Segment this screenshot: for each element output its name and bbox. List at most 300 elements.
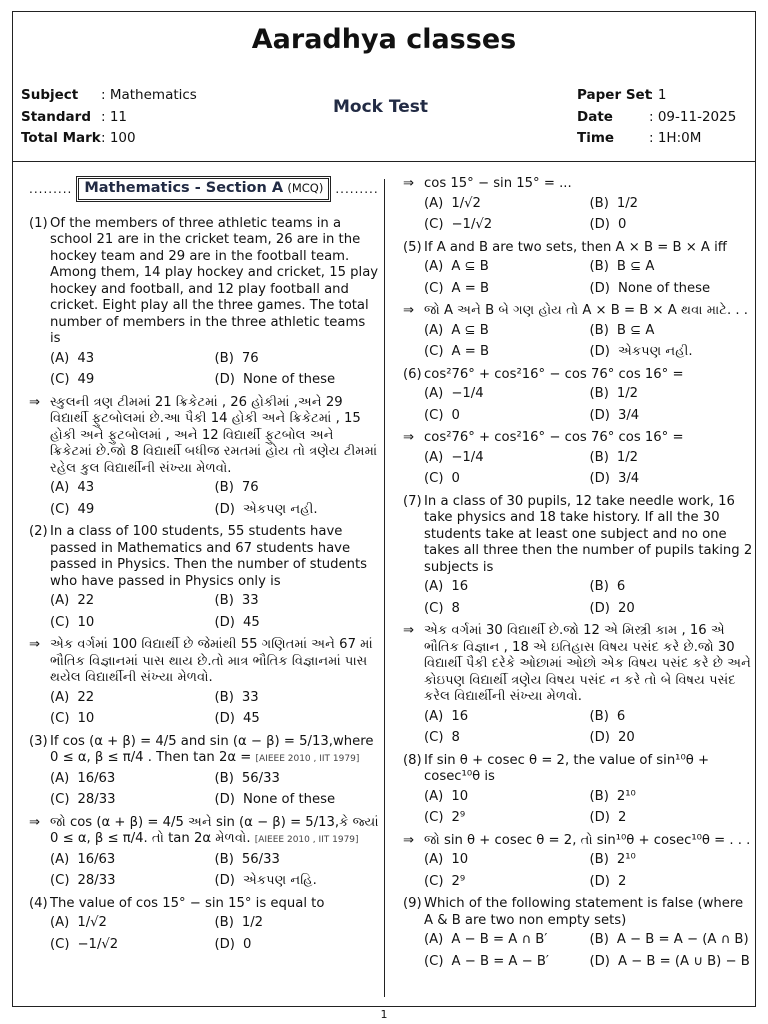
option-label: (D)	[589, 407, 610, 423]
meta-right	[577, 85, 736, 150]
option-value: 1/2	[616, 195, 639, 211]
options-grid	[403, 323, 755, 361]
option-value: 2⁹	[451, 810, 466, 825]
option-label: (B)	[214, 480, 234, 495]
question-body: જો A અને B બે ગણ હોય તો A × B = B × A થવા માટે. . .	[424, 303, 748, 318]
option-d[interactable]	[590, 471, 756, 488]
options-grid	[403, 450, 755, 488]
option-label: (D)	[214, 792, 235, 807]
option-value: 43	[77, 480, 95, 495]
option-value: 1/2	[616, 386, 639, 401]
question-number: (7)	[403, 493, 422, 509]
option-value: 2	[617, 810, 627, 825]
option-value: 28/33	[77, 873, 116, 888]
option-b[interactable]	[215, 915, 380, 932]
option-value: 10	[451, 788, 469, 804]
option-label: (C)	[424, 810, 444, 825]
option-label: (C)	[424, 280, 444, 296]
question-stem	[403, 896, 755, 929]
option-value: 45	[242, 711, 260, 726]
option-c[interactable]	[424, 954, 590, 971]
question-body: If A and B are two sets, then A × B = B × A iff	[424, 239, 727, 255]
column-divider	[384, 179, 385, 997]
option-label: (C)	[50, 614, 70, 630]
option-label: (C)	[50, 936, 70, 952]
meta-total-mark: Total Mark : 100	[21, 130, 136, 146]
option-label: (A)	[50, 480, 70, 495]
option-a[interactable]	[424, 386, 590, 403]
option-value: −1/√2	[77, 936, 119, 952]
option-label: (B)	[214, 689, 234, 705]
option-label: (B)	[589, 852, 609, 867]
left-column	[29, 176, 379, 959]
question-number: (6)	[403, 366, 422, 382]
question-stem	[29, 815, 379, 849]
section-header: ......... Mathematics - Section A (MCQ) .........	[29, 176, 379, 202]
question-text	[424, 430, 755, 447]
gujarati-question	[29, 815, 379, 890]
option-c[interactable]	[424, 281, 590, 298]
option-value: A − B = A − (A ∩ B)	[616, 932, 749, 947]
options-grid	[403, 709, 755, 747]
option-a[interactable]	[424, 852, 590, 869]
option-value: 20	[617, 600, 635, 616]
option-b[interactable]	[215, 690, 380, 707]
option-c[interactable]	[424, 344, 590, 361]
question-number: (2)	[29, 524, 48, 539]
option-label: (A)	[50, 770, 70, 786]
option-value: 8	[451, 600, 460, 616]
option-value: 3/4	[617, 407, 640, 423]
option-label: (C)	[424, 873, 444, 889]
option-value: None of these	[617, 280, 711, 296]
option-d[interactable]	[215, 502, 380, 519]
meta-standard: Standard : 11	[21, 108, 128, 125]
option-d[interactable]	[590, 730, 756, 747]
option-d[interactable]	[590, 281, 756, 298]
option-label: (B)	[589, 259, 609, 274]
question-stem	[29, 524, 379, 590]
option-value: 22	[77, 689, 95, 705]
question-number: (3)	[29, 733, 48, 749]
question-text	[50, 395, 379, 478]
option-b[interactable]	[215, 351, 380, 368]
option-c[interactable]	[424, 408, 590, 425]
option-b[interactable]	[215, 593, 380, 610]
option-d[interactable]	[590, 874, 756, 891]
question-text	[424, 833, 755, 850]
option-label: (D)	[589, 280, 610, 296]
option-label: (B)	[214, 915, 234, 930]
option-b[interactable]	[590, 852, 756, 869]
header-divider	[13, 161, 755, 162]
option-b[interactable]	[590, 932, 756, 949]
question-text	[50, 216, 379, 348]
option-value: 76	[241, 350, 259, 366]
option-b[interactable]	[590, 259, 756, 276]
option-value: 33	[241, 593, 259, 608]
option-b[interactable]	[215, 852, 380, 869]
option-c[interactable]	[424, 810, 590, 827]
option-value: A − B = A − B′	[451, 953, 549, 969]
options-grid	[403, 386, 755, 424]
question-stem	[29, 896, 379, 913]
option-value: 56/33	[241, 770, 280, 786]
option-a[interactable]	[50, 771, 215, 788]
option-value: 8	[451, 730, 460, 745]
option-value: 1/2	[616, 449, 639, 465]
gujarati-question	[29, 395, 379, 519]
option-value: A − B = A ∩ B′	[451, 932, 548, 947]
option-value: 2⁹	[451, 873, 466, 889]
option-label: (A)	[424, 932, 444, 947]
option-value: 0	[242, 936, 252, 952]
option-a[interactable]	[50, 852, 215, 869]
option-b[interactable]	[590, 323, 756, 340]
page-number: 1	[380, 1008, 388, 1021]
question-body: cos²76° + cos²16° − cos 76° cos 16° =	[424, 430, 684, 445]
gujarati-question	[403, 833, 755, 891]
question-number: (8)	[403, 752, 422, 768]
question-stem	[29, 637, 379, 687]
gujarati-question	[403, 430, 755, 488]
options-grid	[29, 690, 379, 728]
options-grid	[403, 579, 755, 617]
option-label: (A)	[50, 851, 70, 867]
option-value: 10	[451, 852, 469, 867]
section-title-box: Mathematics - Section A (MCQ)	[76, 176, 331, 202]
option-c[interactable]	[50, 711, 215, 728]
question-stem	[403, 176, 755, 193]
option-d[interactable]	[590, 601, 756, 618]
option-c[interactable]	[424, 471, 590, 488]
option-a[interactable]	[424, 789, 590, 806]
option-c[interactable]	[424, 730, 590, 747]
arrow-icon: ⇒	[403, 623, 415, 638]
option-d[interactable]	[215, 615, 380, 632]
options-grid	[403, 259, 755, 297]
arrow-icon: ⇒	[403, 430, 415, 445]
question-stem	[403, 623, 755, 706]
option-label: (C)	[424, 344, 444, 359]
option-label: (B)	[214, 593, 234, 608]
option-value: 49	[77, 372, 95, 387]
question-number: (4)	[29, 895, 48, 911]
question-body: જો cos (α + β) = 4/5 અને sin (α − β) = 5/13,કે જ્યાં 0 ≤ α, β ≤ π/4. તો tan 2α મેળવો.	[50, 814, 379, 846]
question-text	[50, 637, 379, 687]
question-text	[50, 896, 379, 913]
meta-paper-set: Paper Set : 1	[577, 87, 667, 103]
option-value: None of these	[242, 372, 336, 387]
option-value: 16/63	[77, 851, 116, 867]
option-a[interactable]	[424, 709, 590, 726]
meta-date: Date : 09-11-2025	[577, 108, 737, 125]
option-label: (A)	[424, 788, 444, 804]
option-label: (D)	[589, 810, 610, 825]
option-value: 20	[617, 730, 635, 745]
option-b[interactable]	[215, 480, 380, 497]
option-value: 45	[242, 614, 260, 630]
option-label: (D)	[214, 614, 235, 630]
option-d[interactable]	[215, 372, 380, 389]
option-label: (B)	[589, 788, 609, 804]
option-value: 2	[617, 873, 627, 889]
options-grid	[403, 852, 755, 890]
option-label: (B)	[214, 350, 234, 366]
question-stem	[403, 430, 755, 447]
option-value: −1/4	[451, 449, 484, 465]
question	[403, 240, 755, 298]
option-label: (B)	[589, 932, 609, 947]
question-text	[424, 494, 755, 577]
option-value: −1/4	[451, 386, 484, 401]
question-body: If cos (α + β) = 4/5 and sin (α − β) = 5/13,where 0 ≤ α, β ≤ π/4 . Then tan 2α =	[50, 733, 374, 765]
option-value: A = B	[451, 344, 490, 359]
option-label: (C)	[50, 372, 70, 387]
option-value: 10	[77, 614, 95, 630]
option-value: 1/2	[241, 915, 264, 930]
option-label: (D)	[214, 372, 235, 387]
option-a[interactable]	[424, 450, 590, 467]
option-a[interactable]	[50, 690, 215, 707]
gujarati-question	[403, 176, 755, 234]
option-value: B ⊆ A	[616, 322, 655, 338]
option-label: (B)	[589, 195, 609, 211]
option-c[interactable]	[50, 615, 215, 632]
option-value: 2¹⁰	[616, 788, 636, 804]
option-value: A ⊆ B	[451, 322, 489, 338]
option-c[interactable]	[424, 874, 590, 891]
option-value: 10	[77, 711, 95, 726]
institute-title: Aaradhya classes	[251, 24, 517, 55]
option-b[interactable]	[590, 709, 756, 726]
option-d[interactable]	[590, 408, 756, 425]
question-text	[424, 303, 755, 320]
question-body: cos 15° − sin 15° = ...	[424, 176, 572, 191]
option-a[interactable]	[424, 323, 590, 340]
option-label: (B)	[589, 579, 609, 594]
option-label: (A)	[424, 708, 444, 724]
question-stem	[403, 240, 755, 257]
option-label: (B)	[589, 386, 609, 401]
question-stem	[29, 734, 379, 768]
option-a[interactable]	[50, 351, 215, 368]
option-value: 56/33	[241, 851, 280, 867]
question-stem	[403, 494, 755, 577]
option-label: (D)	[589, 217, 610, 232]
question-body: જો sin θ + cosec θ = 2, તો sin¹⁰θ + cosec¹⁰θ = . . .	[424, 832, 751, 848]
question-text	[424, 176, 755, 193]
option-label: (C)	[424, 730, 444, 745]
option-label: (D)	[589, 600, 610, 616]
option-value: 1/√2	[77, 915, 107, 930]
arrow-icon: ⇒	[403, 176, 415, 191]
right-column	[403, 176, 755, 976]
question-text	[50, 815, 379, 849]
option-label: (D)	[589, 873, 610, 889]
option-label: (C)	[50, 792, 70, 807]
arrow-icon: ⇒	[29, 814, 41, 830]
option-c[interactable]	[424, 217, 590, 234]
question-text	[424, 896, 755, 929]
option-value: એકપણ નહી.	[617, 344, 693, 359]
option-value: 49	[77, 501, 95, 517]
option-label: (B)	[589, 322, 609, 338]
question-body: એક વર્ગમાં 30 વિદ્યાર્થી છે.જો 12 એ મિસ્ત્રી કામ , 16 એ ભૌતિક વિજ્ઞાન , 18 એ ઇતિહાસ વિષય પસંદ કરે છે.જો 30 વિદ્યાર્થી પૈકી દરેકે ઓછામાં ઓછો એક વિષય પસંદ કરે છે અને કોઇપણ વિદ્યાર્થી ત્રણેય વિષય પસંદ ન કરે તો બે વિષય પસંદ કરેલ વિદ્યાર્થીની સંખ્યા મેળવો.	[424, 623, 751, 704]
option-value: 28/33	[77, 792, 116, 807]
option-label: (D)	[589, 730, 610, 745]
option-d[interactable]	[590, 217, 756, 234]
question	[403, 753, 755, 827]
option-d[interactable]	[215, 711, 380, 728]
option-value: એકપણ નહી.	[242, 501, 318, 517]
option-value: 6	[616, 708, 626, 724]
option-b[interactable]	[590, 579, 756, 596]
option-value: −1/√2	[451, 217, 493, 232]
option-c[interactable]	[50, 937, 215, 954]
option-label: (C)	[424, 953, 444, 969]
option-d[interactable]	[215, 937, 380, 954]
options-grid	[29, 771, 379, 809]
option-label: (A)	[424, 852, 444, 867]
options-grid	[29, 593, 379, 631]
option-a[interactable]	[50, 480, 215, 497]
option-d[interactable]	[215, 792, 380, 809]
gujarati-question	[403, 303, 755, 361]
question-body: એક વર્ગમાં 100 વિદ્યાર્થી છે જેમાંથી 55 ગણિતમાં અને 67 માં ભૌતિક વિજ્ઞાનમાં પાસ થાય છે.તો માત્ર ભૌતિક વિજ્ઞાનમાં પાસ થયેલ વિદ્યાર્થીની સંખ્યા મેળવો.	[50, 637, 373, 685]
arrow-icon: ⇒	[29, 394, 41, 410]
question-number: (1)	[29, 215, 48, 231]
question-body: In a class of 30 pupils, 12 take needle work, 16 take physics and 18 take history. If all the 30 students take at least one subject and no one takes all three then the number of pupils taking 2 subjects is	[424, 493, 753, 575]
question-body: સ્કુલની ત્રણ ટીમમાં 21 ક્રિકેટમાં , 26 હોકીમાં ,અને 29 વિદ્યાર્થી ફુટબોલમાં છે.આ પૈકી 14 હોકી અને ક્રિકેટમાં , 15 હોકી અને ફુટબોલમાં , અને 12 વિદ્યાર્થી ફુટબોલ અને ક્રિકેટમાં છે.જો 8 વિદ્યાર્થી બધીજ રમતમાં હોય તો ત્રણેય ટીમમાં રહેલ કુલ વિદ્યાર્થીની સંખ્યા મેળવો.	[50, 394, 378, 476]
option-value: A = B	[451, 280, 490, 296]
gujarati-question	[29, 637, 379, 728]
option-label: (A)	[424, 449, 444, 465]
options-grid	[29, 915, 379, 953]
option-label: (D)	[589, 344, 610, 359]
question-text	[50, 524, 379, 590]
option-label: (A)	[424, 195, 444, 211]
option-value: 3/4	[617, 471, 640, 486]
arrow-icon: ⇒	[403, 303, 415, 318]
option-label: (C)	[424, 600, 444, 616]
option-value: 16	[451, 579, 469, 594]
option-label: (B)	[589, 449, 609, 465]
option-label: (A)	[424, 259, 444, 274]
option-label: (B)	[589, 708, 609, 724]
option-value: 2¹⁰	[616, 852, 636, 867]
option-value: 16/63	[77, 770, 116, 786]
option-label: (C)	[424, 407, 444, 423]
options-grid	[403, 789, 755, 827]
option-label: (A)	[50, 915, 70, 930]
option-d[interactable]	[590, 344, 756, 361]
option-label: (D)	[214, 711, 235, 726]
option-label: (C)	[50, 501, 70, 517]
option-c[interactable]	[424, 601, 590, 618]
option-label: (A)	[424, 322, 444, 338]
option-b[interactable]	[590, 789, 756, 806]
option-value: 33	[241, 689, 259, 705]
option-value: 6	[616, 579, 626, 594]
option-d[interactable]	[215, 873, 380, 890]
option-label: (A)	[424, 386, 444, 401]
exam-reference: [AIEEE 2010 , IIT 1979]	[255, 754, 360, 764]
option-d[interactable]	[590, 954, 756, 971]
option-b[interactable]	[590, 196, 756, 213]
question-body: cos²76° + cos²16° − cos 76° cos 16° =	[424, 366, 684, 382]
question-stem	[29, 216, 379, 348]
arrow-icon: ⇒	[29, 637, 41, 652]
question-number: (9)	[403, 896, 422, 911]
question-body: Of the members of three athletic teams in a school 21 are in the cricket team, 26 are in the hockey team and 29 are in the football team. Among them, 14 play hockey and cricket, 15 play hockey and football, and 12 play football and cricket. Eight play all the three games. The total number of members in the three athletic teams is	[50, 215, 379, 346]
option-value: 16	[451, 708, 469, 724]
question	[29, 734, 379, 809]
option-a[interactable]	[424, 196, 590, 213]
question-stem	[403, 367, 755, 384]
option-value: 76	[241, 480, 259, 495]
question	[29, 524, 379, 631]
option-a[interactable]	[50, 915, 215, 932]
question	[403, 494, 755, 618]
option-label: (A)	[50, 593, 70, 608]
question-stem	[403, 833, 755, 850]
option-a[interactable]	[424, 579, 590, 596]
question-text	[424, 367, 755, 384]
option-label: (C)	[424, 471, 444, 486]
option-a[interactable]	[424, 259, 590, 276]
option-b[interactable]	[590, 386, 756, 403]
option-label: (C)	[50, 873, 70, 888]
option-label: (B)	[214, 770, 234, 786]
option-b[interactable]	[215, 771, 380, 788]
meta-left	[21, 85, 197, 150]
question-text	[424, 240, 755, 257]
question	[29, 896, 379, 954]
option-a[interactable]	[50, 593, 215, 610]
question-stem	[29, 395, 379, 478]
option-c[interactable]	[50, 372, 215, 389]
options-grid	[29, 852, 379, 890]
exam-title: Mock Test	[333, 97, 429, 117]
option-value: 0	[451, 407, 460, 423]
question-text	[50, 734, 379, 768]
question	[403, 367, 755, 425]
question-body: The value of cos 15° − sin 15° is equal to	[50, 895, 325, 911]
options-grid	[403, 932, 755, 970]
meta-subject: Subject : Mathematics	[21, 87, 197, 103]
option-c[interactable]	[50, 873, 215, 890]
option-a[interactable]	[424, 932, 590, 949]
option-value: 43	[77, 350, 95, 366]
page-frame	[12, 11, 756, 1007]
option-d[interactable]	[590, 810, 756, 827]
option-label: (B)	[214, 851, 234, 867]
option-value: 1/√2	[451, 195, 481, 211]
meta-time: Time : 1H:0M	[577, 130, 702, 146]
question-number: (5)	[403, 239, 422, 255]
question	[29, 216, 379, 389]
question-body: If sin θ + cosec θ = 2, the value of sin¹⁰θ + cosec¹⁰θ is	[424, 752, 710, 784]
option-c[interactable]	[50, 792, 215, 809]
option-label: (D)	[589, 953, 610, 969]
option-b[interactable]	[590, 450, 756, 467]
option-value: 0	[451, 471, 460, 486]
exam-reference: [AIEEE 2010 , IIT 1979]	[254, 835, 359, 845]
option-label: (D)	[214, 936, 235, 952]
gujarati-question	[403, 623, 755, 747]
option-c[interactable]	[50, 502, 215, 519]
